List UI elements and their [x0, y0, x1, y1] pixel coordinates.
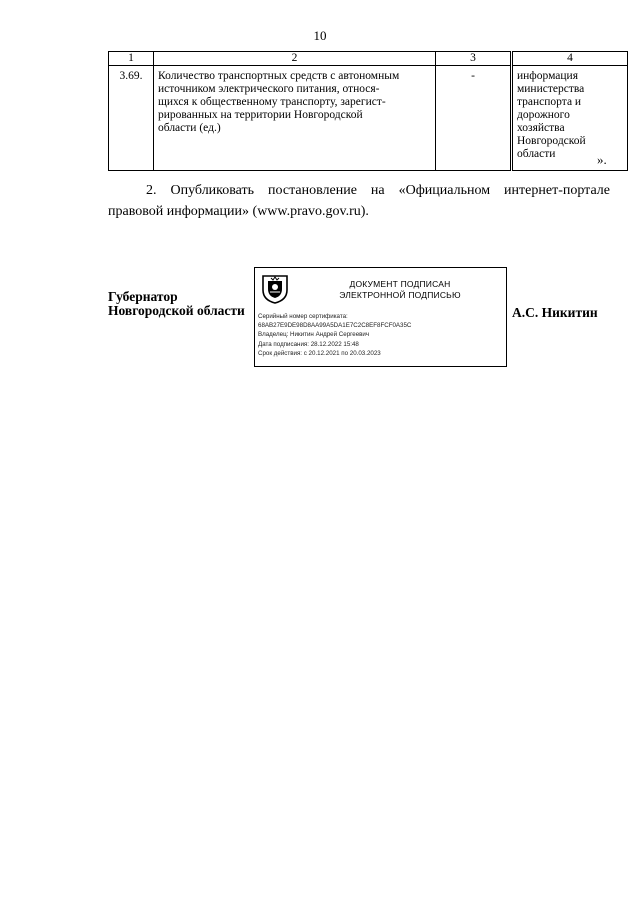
stamp-line: Срок действия: с 20.12.2021 по 20.03.2023	[258, 349, 381, 357]
indicator-name-line: щихся к общественному транспорту, зарегист-	[158, 96, 386, 108]
page-number: 10	[313, 28, 327, 43]
source-line: хозяйства	[517, 122, 565, 134]
stamp-line: Дата подписания: 28.12.2022 15:48	[258, 340, 359, 348]
indicator-name-line: источником электрического питания, относя-	[158, 83, 380, 95]
indicators-table	[108, 51, 628, 171]
publication-paragraph: 2. Опубликовать постановление на «Официальном интернет-портале правовой информации» (www.pravo.gov.ru).	[108, 183, 610, 219]
signer-title-line: Губернатор	[108, 289, 178, 304]
signer-name: А.С. Никитин	[512, 305, 598, 320]
source-line: информация	[517, 70, 578, 82]
table-header-cell: 2	[154, 52, 436, 66]
table-header-cell: 3	[436, 52, 512, 66]
source-line: транспорта и	[517, 96, 582, 108]
table-header-row	[109, 52, 628, 66]
signer-title-line: Новгородской области	[108, 303, 245, 318]
table-header-cell: 1	[109, 52, 154, 66]
table-row	[109, 66, 628, 171]
indicator-name	[154, 66, 436, 171]
closing-quote: ».	[597, 152, 607, 167]
stamp-details	[258, 312, 503, 358]
stamp-line: Серийный номер сертификата:	[258, 313, 348, 320]
coat-of-arms-icon	[260, 273, 290, 305]
indicator-value: -	[436, 66, 512, 171]
source-line: дорожного	[517, 109, 570, 121]
source-line: области	[517, 148, 556, 160]
source-line: Новгородской	[517, 135, 586, 147]
source-line: министерства	[517, 83, 585, 95]
indicator-name-line: области (ед.)	[158, 122, 221, 134]
indicator-name-line: Количество транспортных средств с автономным	[158, 70, 400, 82]
row-number: 3.69.	[109, 66, 154, 171]
table-header-cell: 4	[512, 52, 628, 66]
e-signature-stamp	[254, 267, 507, 367]
stamp-header	[295, 279, 505, 301]
stamp-line: Владелец: Никитин Андрей Сергеевич	[258, 331, 370, 339]
stamp-line: 68АВ27Е9DЕ98D8АА99А5DА1Е7С2С8ЕF8FСF0А35С	[258, 322, 412, 330]
indicator-source	[512, 66, 628, 171]
indicator-name-line: рированных на территории Новгородской	[158, 109, 363, 121]
signer-title	[108, 290, 245, 318]
stamp-header-line: ДОКУМЕНТ ПОДПИСАН	[349, 279, 451, 289]
stamp-header-line: ЭЛЕКТРОННОЙ ПОДПИСЬЮ	[339, 290, 461, 300]
